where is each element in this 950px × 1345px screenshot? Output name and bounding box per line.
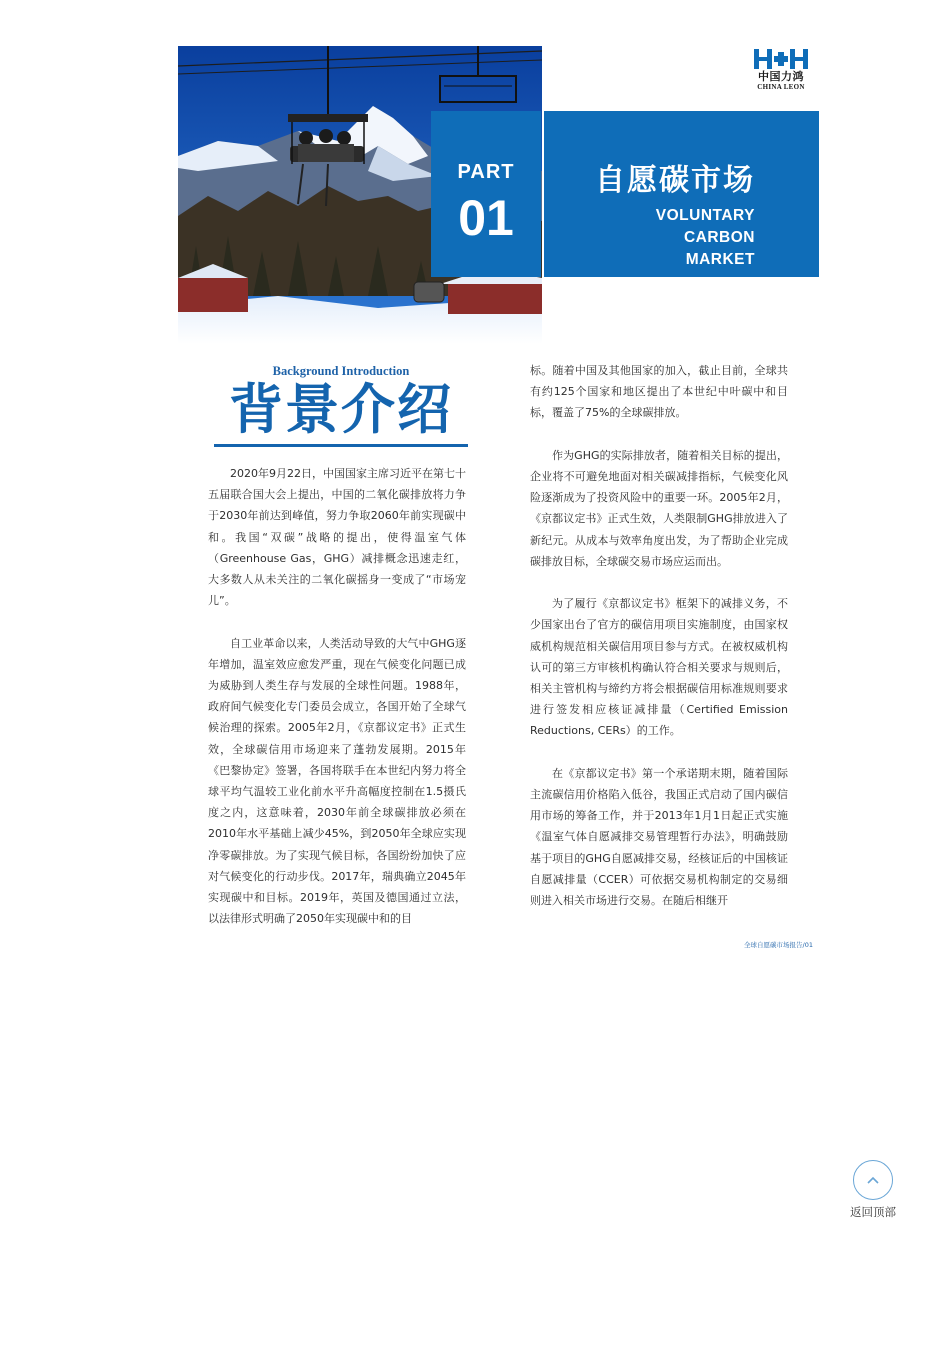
chapter-title-en	[656, 205, 755, 271]
paragraph: 在《京都议定书》第一个承诺期末期，随着国际主流碳信用价格陷入低谷，我国正式启动了国内碳信用市场的筹备工作，并于2013年1月1日起正式实施《温室气体自愿减排交易管理暂行办法》，明确鼓励基于项目的GHG自愿减排交易，经核证后的中国核证自愿减排量（CCER）可依据交易机构制定的交易细则进入相关市场进行交易。在随后相继开	[530, 766, 788, 908]
paragraph: 为了履行《京都议定书》框架下的减排义务，不少国家出台了官方的碳信用项目实施制度，由国家权威机构规范相关碳信用项目参与方式。在被权威机构认可的第三方审核机构确认符合相关要求与规则后，相关主管机构与缔约方将会根据碳信用标准规则要求进行签发相应核证减排量（Certified Emission Reductions, CERs）的工作。	[530, 597, 788, 738]
paragraph: 自工业革命以来，人类活动导致的大气中GHG逐年增加，温室效应愈发严重，现在气候变化问题已成为威胁到人类生存与发展的全球性问题。1988年，政府间气候变化专门委员会成立，各国开始了全球气候治理的探索。2005年2月，《京都议定书》正式生效，全球碳信用市场迎来了蓬勃发展期。2015年《巴黎协定》签署，各国将联手在本世纪内努力将全球平均气温较工业化前水平升高幅度控制在1.5摄氏度之内，这意味着，2030年前全球碳排放必须在2010年水平基础上减少45%，到2050年全球应实现净零碳排放。为了实现气候目标，各国纷纷加快了应对气候变化的行动步伐。2017年，瑞典确立2045年实现碳中和目标。2019年，英国及德国通过立法，以法律形式明确了2050年实现碳中和的目	[208, 636, 466, 926]
company-logo	[750, 48, 812, 98]
logo-name-cn: 中国力鸿	[758, 70, 804, 83]
chapter-title-en-line: MARKET	[685, 251, 755, 268]
part-number-block	[431, 111, 541, 277]
back-to-top-label[interactable]: 返回顶部	[850, 1205, 896, 1219]
chevron-up-icon	[866, 1175, 880, 1185]
paragraph: 作为GHG的实际排放者，随着相关目标的提出，企业将不可避免地面对相关碳减排指标，气候变化风险逐渐成为了投资风险中的重要一环。2005年2月，《京都议定书》正式生效，人类限制GHG排放进入了新纪元。从成本与效率角度出发，为了帮助企业完成碳排放目标，全球碳交易市场应运而出。	[530, 448, 788, 568]
part-number: 01	[458, 190, 514, 246]
section-divider	[214, 444, 468, 447]
chapter-title-block	[544, 111, 819, 277]
part-label: PART	[457, 161, 515, 183]
left-text-column	[208, 463, 466, 951]
back-to-top-circle[interactable]	[853, 1160, 893, 1200]
logo-name-en: CHINA LEON	[757, 83, 805, 91]
chapter-title-cn: 自愿碳市场	[595, 163, 755, 198]
page-footer-note: 全球自愿碳市场报告/01	[744, 941, 813, 949]
chapter-title-en-line: VOLUNTARY	[655, 207, 755, 224]
paragraph: 标。随着中国及其他国家的加入，截止目前，全球共有约125个国家和地区提出了本世纪中叶碳中和目标，覆盖了75%的全球碳排放。	[530, 364, 788, 420]
logo-mark-icon	[752, 48, 810, 70]
paragraph: 2020年9月22日，中国国家主席习近平在第七十五届联合国大会上提出，中国的二氧化碳排放将力争于2030年前达到峰值，努力争取2060年前实现碳中和。我国“双碳”战略的提出，使得温室气体（Greenhouse Gas，GHG）减排概念迅速走红，大多数人从未关注的二氧化碳摇身一变成了“市场宠儿”。	[208, 467, 466, 608]
section-title-cn: 背景介绍	[229, 377, 453, 441]
back-to-top-button[interactable]	[846, 1160, 900, 1220]
right-text-column	[530, 360, 788, 932]
section-subtitle-en: Background Introduction	[272, 364, 410, 378]
chapter-title-en-line: CARBON	[683, 229, 755, 246]
